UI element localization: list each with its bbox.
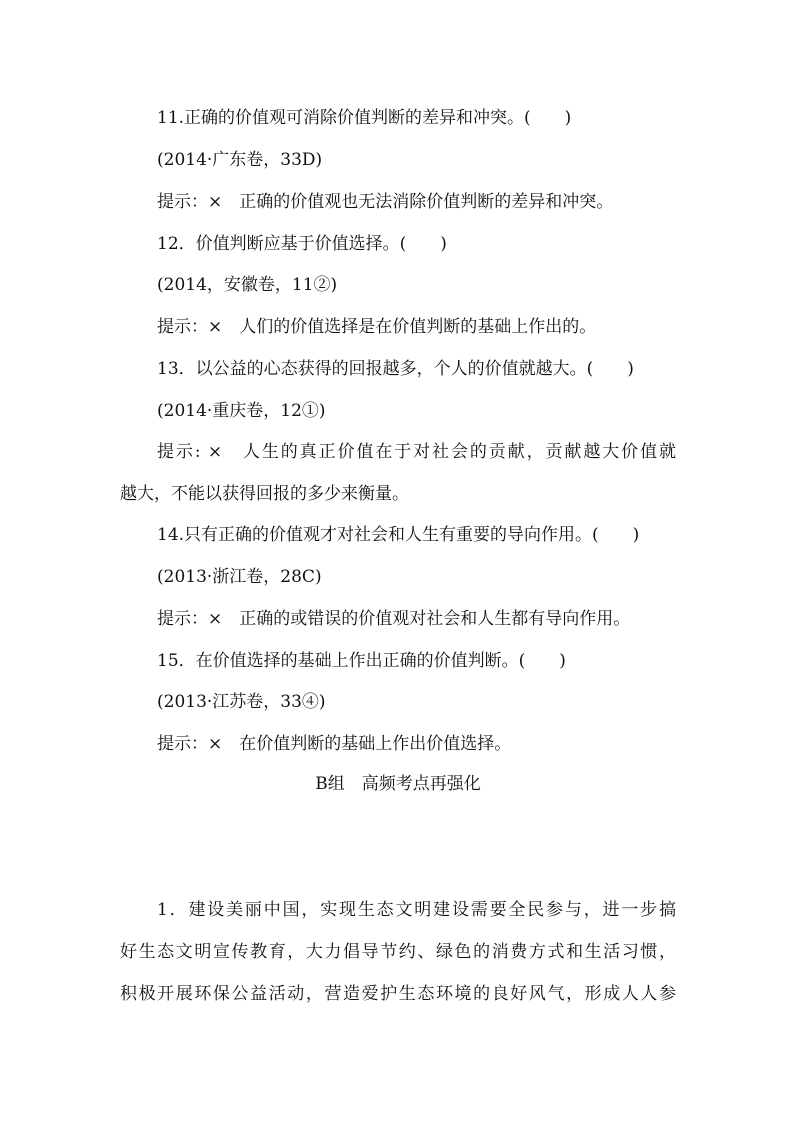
paragraph-line-3: 积极开展环保公益活动，营造爱护生态环境的良好风气，形成人人参 <box>120 984 676 1004</box>
question-14: 14.只有正确的价值观才对社会和人生有重要的导向作用。( ) <box>157 525 640 545</box>
hint-13-line-1: 提示: × 人生的真正价值在于对社会的贡献，贡献越大价值就 <box>157 442 676 462</box>
source-11: (2014·广东卷，33D) <box>157 150 323 170</box>
hint-13-line-2: 越大，不能以获得回报的多少来衡量。 <box>120 484 409 504</box>
source-13: (2014·重庆卷，12①) <box>157 401 326 421</box>
source-14: (2013·浙江卷，28C) <box>157 567 322 587</box>
section-heading: B组 高频考点再强化 <box>315 774 481 794</box>
paragraph-line-1: 1．建设美丽中国，实现生态文明建设需要全民参与，进一步搞 <box>157 900 676 920</box>
question-11: 11.正确的价值观可消除价值判断的差异和冲突。( ) <box>157 108 572 128</box>
question-15: 15．在价值选择的基础上作出正确的价值判断。( ) <box>157 651 566 671</box>
hint-14: 提示：× 正确的或错误的价值观对社会和人生都有导向作用。 <box>157 609 631 629</box>
hint-15: 提示：× 在价值判断的基础上作出价值选择。 <box>157 734 512 754</box>
question-13: 13．以公益的心态获得的回报越多，个人的价值就越大。( ) <box>157 359 634 379</box>
source-15: (2013·江苏卷，33④) <box>157 692 326 712</box>
paragraph-line-2: 好生态文明宣传教育，大力倡导节约、绿色的消费方式和生活习惯， <box>120 942 676 962</box>
source-12: (2014，安徽卷，11②) <box>157 275 338 295</box>
hint-11: 提示：× 正确的价值观也无法消除价值判断的差异和冲突。 <box>157 192 614 212</box>
hint-12: 提示：× 人们的价值选择是在价值判断的基础上作出的。 <box>157 317 597 337</box>
question-12: 12．价值判断应基于价值选择。( ) <box>157 234 447 254</box>
